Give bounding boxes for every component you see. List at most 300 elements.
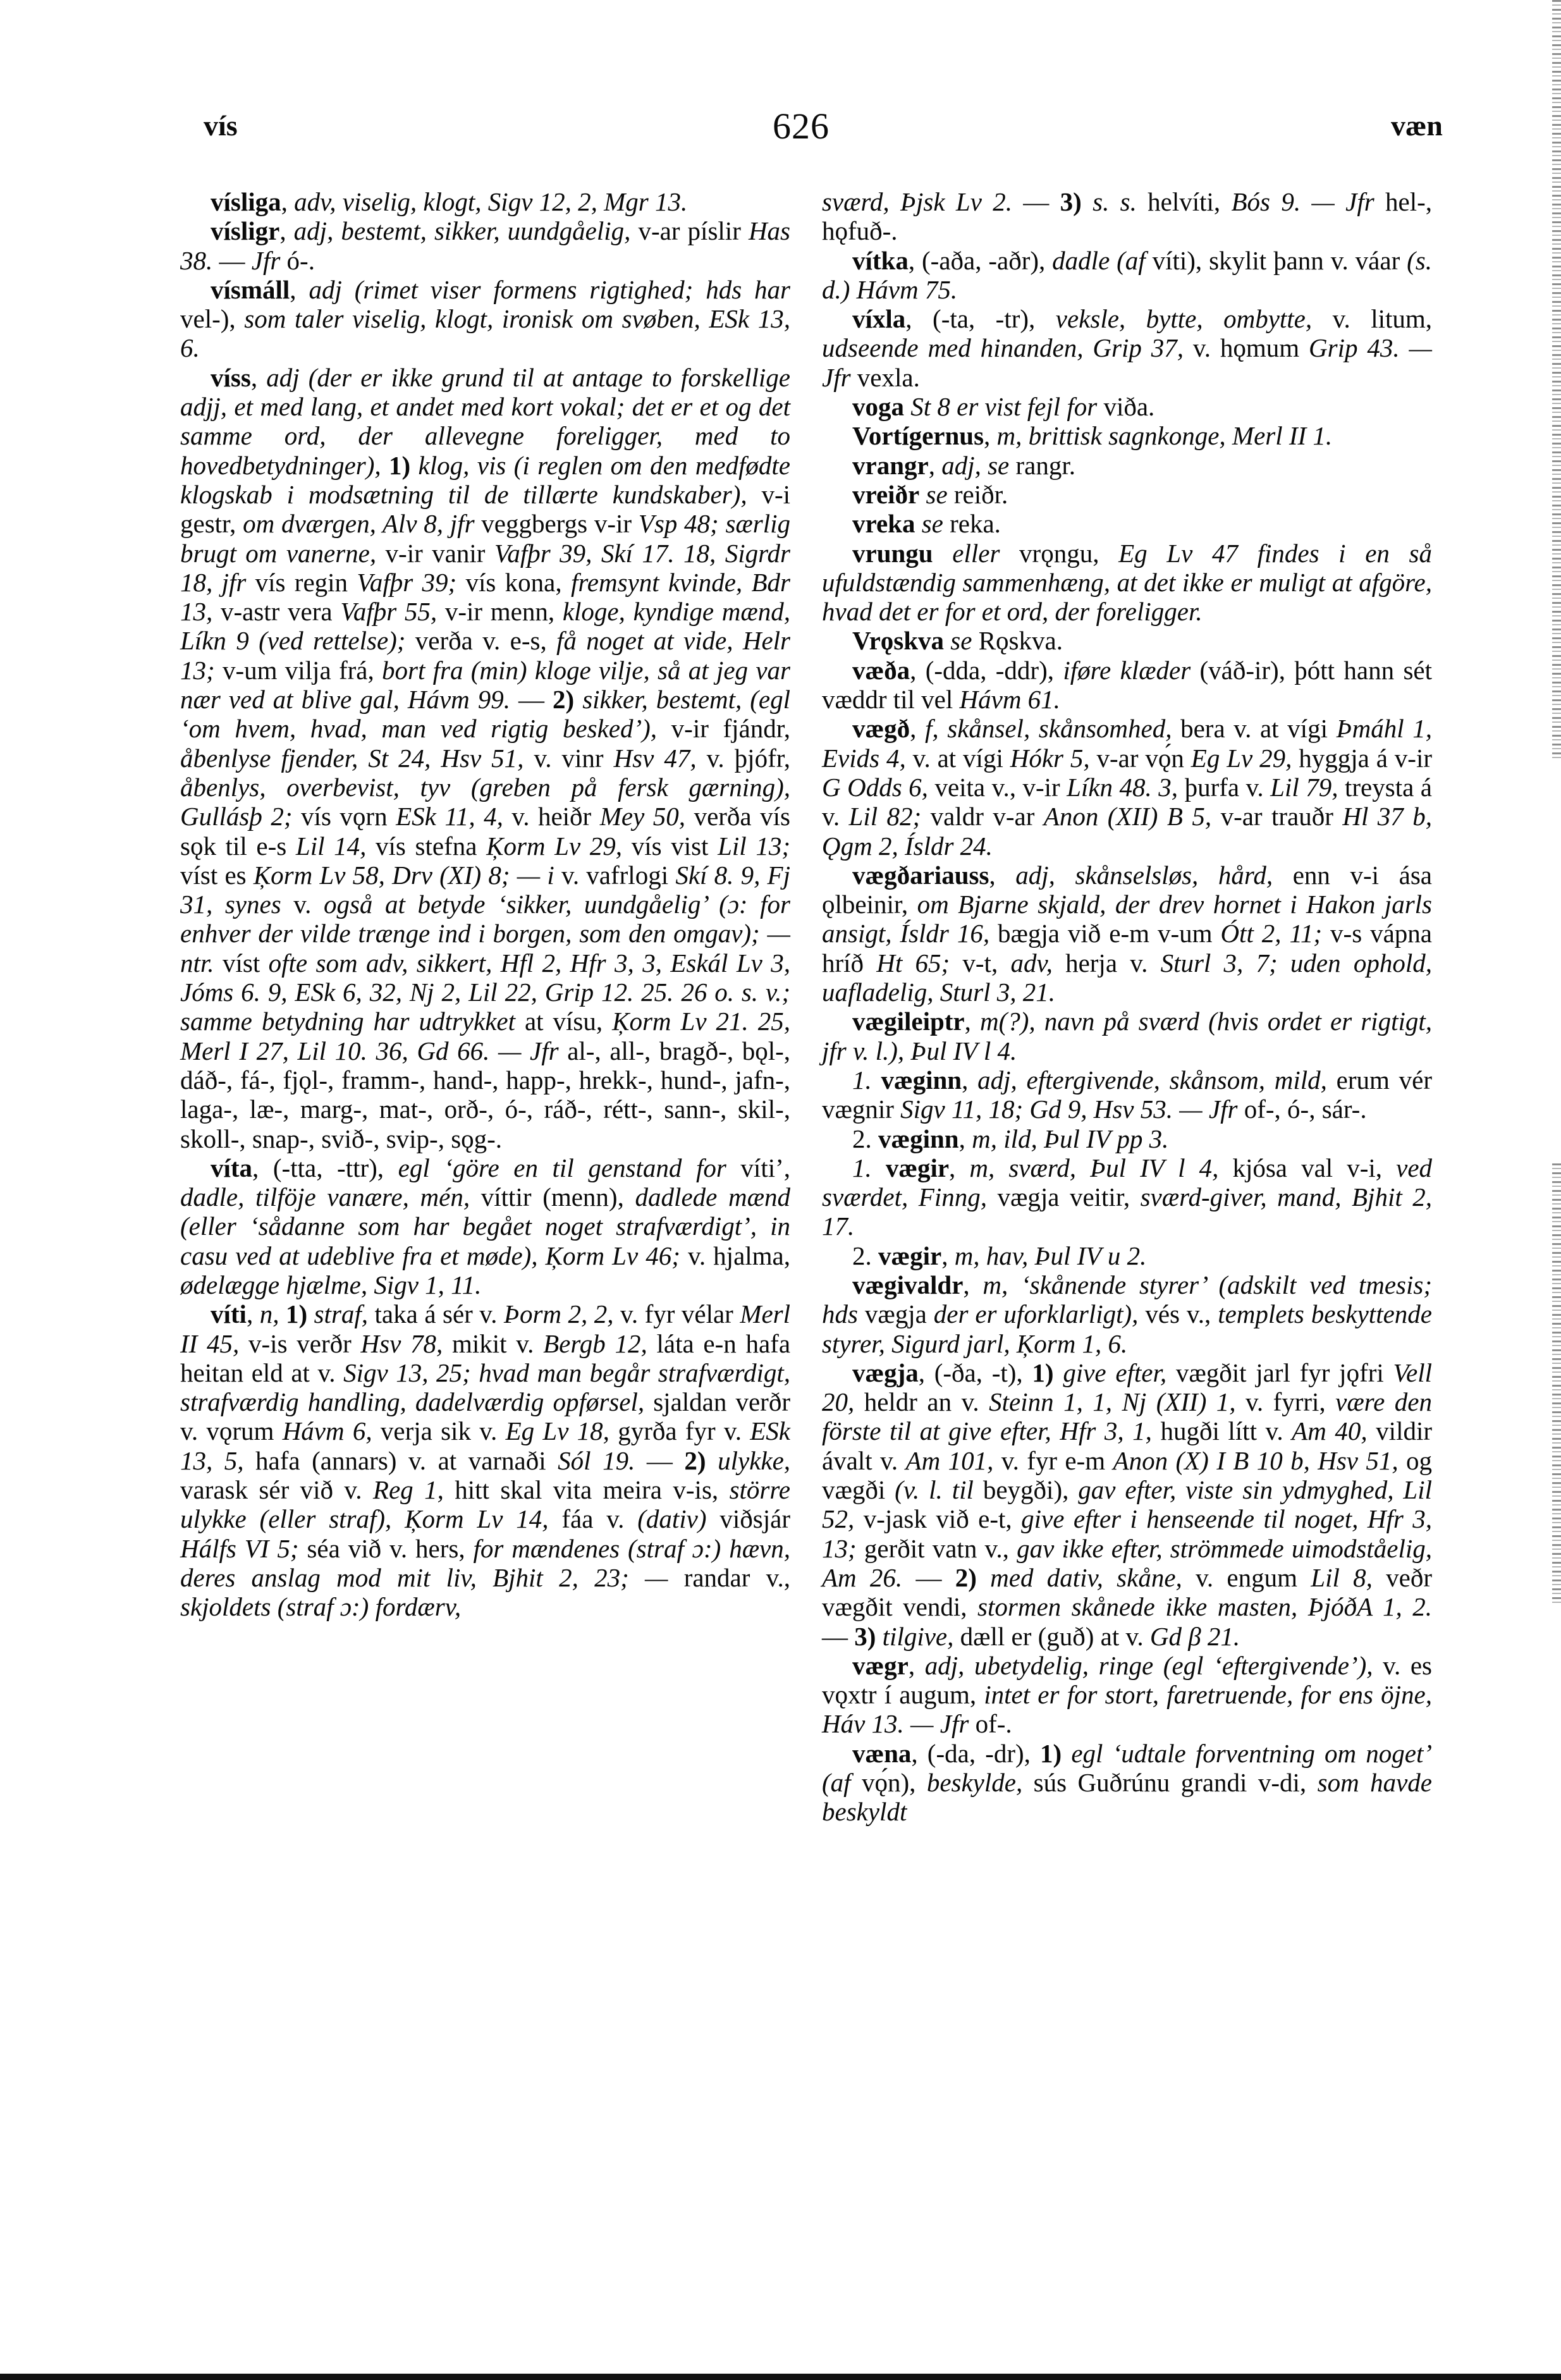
roman-text: víti), skylit þann v. váar [1145, 245, 1407, 275]
roman-text: , [246, 1299, 260, 1329]
roman-text: vís vist [622, 831, 718, 861]
italic-gloss: også at betyde ‘sikker, uundgåelig’ (ɔ: for enhver der vilde trænge ind i borgen, som den omgav); — ntr. [180, 890, 791, 978]
roman-text: — [822, 1621, 855, 1651]
italic-gloss: Hálfs VI 5; [180, 1533, 299, 1563]
italic-gloss: m, hav, Þul IV u 2. [954, 1241, 1147, 1270]
italic-gloss: adj, skånselsløs, hård, [1015, 860, 1273, 890]
headword: 1) [285, 1299, 308, 1329]
roman-text: bera v. at vígi [1172, 714, 1337, 744]
roman-text: — [635, 1445, 685, 1475]
headword: voga [852, 392, 904, 422]
roman-text: Rǫskva. [972, 626, 1063, 656]
italic-gloss: Am 40, [1292, 1416, 1368, 1446]
roman-text: bægja við e-m v-um [989, 919, 1221, 948]
roman-text [876, 1622, 882, 1651]
roman-text: 2. [852, 1124, 878, 1153]
roman-text: gerðit vatn v., [856, 1533, 1017, 1563]
roman-text: , [908, 1650, 925, 1680]
italic-gloss: adj, eftergivende, skånsom, mild, [977, 1065, 1327, 1095]
roman-text: of-, ó-, sár-. [1237, 1095, 1367, 1124]
italic-gloss: Sigv 13, 25; hvad man begår strafværdigt, strafværdig handling, dadelværdig opførsel, [180, 1358, 790, 1417]
headword: Vrǫskva [852, 626, 945, 656]
roman-text: treysta á v. [822, 772, 1433, 831]
italic-gloss: fremsynt kvinde, Bdr 13, [180, 567, 791, 627]
roman-text [706, 1446, 718, 1475]
roman-text: vís regin [246, 567, 357, 597]
italic-gloss: åbenlyse fjender, St 24, Hsv 51, [180, 743, 524, 773]
headword: víti [211, 1299, 247, 1329]
roman-text: verja sik v. [372, 1416, 506, 1446]
headword: 1) [1032, 1358, 1054, 1387]
italic-gloss: St 8 er vist fejl for [910, 392, 1098, 422]
roman-text: at vísu, [515, 1007, 613, 1036]
dictionary-entry [822, 1065, 1432, 1124]
roman-text: , (-tta, -ttr), [252, 1153, 398, 1182]
roman-text: dæll er (guð) at v. [953, 1621, 1150, 1651]
italic-gloss: Lil 14, [295, 831, 367, 861]
italic-gloss: (dativ) [637, 1504, 707, 1534]
roman-text [977, 1563, 990, 1592]
italic-gloss: adj, se [941, 450, 1010, 480]
roman-text: , [928, 450, 942, 480]
dictionary-entry [822, 451, 1432, 480]
roman-text: v-astr vera [212, 597, 341, 627]
roman-text: v-t, [950, 948, 1011, 978]
italic-gloss: sværd-giver, mand, Bjhit 2, 17. [822, 1182, 1432, 1241]
italic-gloss: gav efter, viste sin ydmyghed, Lil 52, [822, 1475, 1432, 1534]
roman-text: v-ar vǫ́n [1089, 743, 1191, 773]
headword: vægileiptr [852, 1007, 965, 1036]
italic-gloss: Eg Lv 29, [1191, 743, 1292, 773]
dictionary-entry [822, 480, 1432, 509]
dictionary-entry [822, 539, 1432, 627]
headword: væginn [878, 1124, 959, 1153]
roman-text: v. hjalma, [680, 1241, 791, 1270]
roman-text: v. heiðr [503, 802, 600, 831]
italic-gloss: Þorm 2, 2, [503, 1299, 614, 1329]
headword: vægð [852, 714, 910, 744]
headword: vægja [852, 1358, 919, 1387]
roman-text [933, 539, 953, 568]
roman-text: vrǫngu, [1000, 538, 1119, 568]
dictionary-entry [180, 363, 790, 1153]
roman-text [307, 1299, 314, 1328]
italic-gloss: for mændenes (straf ɔ:) hævn, deres anslag mod mit liv, Bjhit 2, 23; — [180, 1533, 791, 1592]
italic-gloss: Lil 8, [1311, 1562, 1373, 1592]
roman-text: — [902, 1562, 955, 1592]
headword: 2) [684, 1445, 706, 1475]
roman-text: , [290, 274, 309, 304]
roman-text: valdr v-ar [921, 802, 1044, 831]
italic-gloss: n, [259, 1299, 279, 1329]
italic-gloss: templets beskyttende styrer, Sigurd jarl, Ķorm 1, 6. [822, 1299, 1432, 1358]
roman-text: al-, all-, bragð-, bǫl-, dáð-, fá-, fjǫl-, framm-, hand-, happ-, hrekk-, hund-, jafn-, laga-, læ-, marg-, mat-, orð-, ó-, ráð-, rétt-, sann-, skil-, skoll-, snap-, svið-, svip-, sǫg-. [180, 1036, 790, 1153]
roman-text: vís vǫrn [292, 802, 396, 831]
roman-text: v-um vilja frá, [214, 655, 382, 685]
roman-text: taka á sér v. [368, 1299, 504, 1329]
roman-text: beygði), [973, 1475, 1079, 1505]
italic-gloss: om Bjarne skjald, der drev hornet i Hakon jarls ansigt, Ísldr 16, [822, 890, 1432, 948]
headword: vrungu [852, 538, 933, 568]
roman-text [1054, 1358, 1063, 1387]
roman-text: vís stefna [366, 831, 487, 861]
roman-text: veita v., v-ir [927, 772, 1067, 802]
roman-text: v-ar píslir [630, 216, 749, 246]
roman-text: , [984, 421, 997, 451]
italic-gloss: Hl 37 b, Ǫgm 2, Ísldr 24. [822, 802, 1432, 861]
italic-gloss: Sturl 3, 7; uden ophold, uafladelig, Sturl 3, 21. [822, 948, 1432, 1007]
italic-gloss: se [921, 509, 943, 539]
roman-text: , (-ta, -tr), [905, 304, 1056, 334]
roman-text: víst es [180, 860, 254, 890]
italic-gloss: Eg Lv 18, [505, 1416, 609, 1446]
italic-gloss: kloge, kyndige mænd, Líkn 9 (ved rettelse); [180, 597, 791, 656]
roman-text: erum vér vægnir [822, 1065, 1433, 1124]
italic-gloss: dadle (af [1052, 245, 1146, 275]
dictionary-entry [822, 714, 1432, 860]
italic-gloss: Steinn 1, 1, Nj (XII) 1, [989, 1387, 1236, 1417]
roman-text: vægja [857, 1299, 934, 1329]
dictionary-entry [822, 1270, 1432, 1358]
italic-gloss: være den förste til at give efter, Hfr 3, 1, [822, 1387, 1432, 1446]
roman-text: helvíti, [1136, 187, 1232, 216]
italic-gloss: Hávm 61. [959, 685, 1060, 715]
headword: vægr [852, 1650, 909, 1680]
roman-text: , (-dda, -ddr), [910, 655, 1063, 685]
italic-gloss: adv, viselig, klogt, Sigv 12, 2, Mgr 13. [294, 187, 688, 216]
roman-text: v. at vígi [905, 743, 1010, 773]
roman-text: v. fyr e-m [993, 1445, 1113, 1475]
headword: vítka [852, 245, 909, 275]
roman-text: v-s vápna hríð [822, 919, 1432, 978]
italic-gloss: Gd β 21. [1149, 1621, 1240, 1651]
italic-gloss: m, ‘skånende styrer’ (adskilt ved tmesis; hds [822, 1270, 1432, 1329]
roman-text: varask sér við v. [180, 1475, 373, 1505]
italic-gloss: Ótt 2, 11; [1220, 919, 1323, 948]
headword: 2) [553, 685, 575, 715]
roman-text: hugði lítt v. [1151, 1416, 1292, 1446]
dictionary-entry [822, 1007, 1432, 1065]
roman-text: séa við v. hers, [298, 1533, 474, 1563]
dictionary-entry [822, 421, 1432, 450]
italic-gloss: beskylde, [926, 1768, 1023, 1798]
roman-text: enn v-i ása ǫlbeinir, [822, 860, 1432, 919]
roman-text: — [1012, 187, 1060, 216]
italic-gloss: adj, bestemt, sikker, uundgåelig, [293, 216, 631, 246]
roman-text: — [212, 245, 252, 275]
entry-continuation [822, 187, 1432, 246]
roman-text: reka. [943, 509, 1001, 539]
italic-gloss: Bergb 12, [543, 1328, 647, 1358]
roman-text: vægðit jarl fyr jǫfri [1166, 1358, 1393, 1387]
italic-gloss: Bós 9. — Jfr [1231, 187, 1374, 216]
dictionary-entry [180, 216, 790, 275]
italic-gloss: stormen skånede ikke masten, ÞjóðA 1, 2. [977, 1592, 1432, 1622]
italic-gloss: Vell 20, [822, 1358, 1432, 1417]
headword: vægir [878, 1241, 942, 1270]
dictionary-entry [180, 187, 790, 216]
roman-text [410, 451, 418, 480]
italic-gloss: Lil 13; [718, 831, 790, 861]
italic-gloss: Am 101, [905, 1445, 994, 1475]
headword: væna [852, 1738, 912, 1768]
roman-text: v. vinr [523, 743, 614, 773]
italic-gloss: ofte som adv, sikkert, Hfl 2, Hfr 3, 3, Eskál Lv 3, Jóms 6. 9, ESk 6, 32, Nj 2, Lil 22, Grip 12. 25. 26 o. s. v.; samme betydning har udtrykket [180, 948, 791, 1036]
roman-text: hel-, hǫfuð-. [822, 187, 1433, 246]
roman-text: hitt skal vita meira v-is, [443, 1475, 730, 1505]
roman-text: vægja veitir, [986, 1182, 1141, 1212]
italic-gloss: se [926, 479, 948, 509]
italic-gloss: ved sværdet, Finng, [822, 1153, 1433, 1212]
roman-text: heldr an v. [854, 1387, 989, 1417]
italic-gloss: Vafþr 39; [357, 567, 457, 597]
italic-gloss: större ulykke (eller straf), Ķorm Lv 14, [180, 1475, 790, 1534]
italic-gloss: Sigv 11, 18; Gd 9, Hsv 53. — Jfr [900, 1095, 1238, 1124]
roman-text: vildir ávalt v. [822, 1416, 1433, 1475]
headword: vreka [852, 509, 915, 539]
italic-gloss: Anon (X) I B 10 b, Hsv 51, [1113, 1445, 1399, 1475]
headword: 3) [854, 1621, 876, 1651]
italic-gloss: m(?), navn på sværd (hvis ordet er rigtigt, jfr v. l.), Þul IV l 4. [822, 1007, 1432, 1065]
dictionary-entry [822, 1651, 1432, 1739]
italic-gloss: Ķorm Lv 21. 25, Merl I 27, Lil 10. 36, Gd 66. — Jfr [180, 1007, 790, 1065]
italic-gloss: Hávm 6, [282, 1416, 372, 1446]
italic-gloss: adj, ubetydelig, ringe (egl ‘eftergivende’), [924, 1650, 1373, 1680]
italic-gloss: 1. [852, 1065, 872, 1095]
italic-gloss: Hsv 47, [613, 743, 697, 773]
roman-text: verða v. e-s, [405, 626, 557, 656]
scan-edge-artifact [1552, 1163, 1561, 1606]
left-guide-word: vís [204, 109, 238, 142]
italic-gloss: skjoldets (straf ɔ:) fordærv, [180, 1592, 462, 1622]
roman-text: , [962, 1065, 978, 1095]
roman-text [944, 626, 950, 655]
italic-gloss: dadlede mænd (eller ‘sådanne som har begået noget strafværdigt’, in casu ved at udeblive fra et møde), Ķorm Lv 46; [180, 1182, 790, 1270]
italic-gloss: som havde beskyldt [822, 1768, 1433, 1827]
dictionary-entry [180, 1153, 790, 1299]
italic-gloss: f, skånsel, skånsomhed, [924, 714, 1172, 744]
italic-gloss: klog, vis (i reglen om den medfødte klogskab i modsætning til de tillærte kundskaber), [180, 450, 791, 509]
italic-gloss: Hsv 78, [360, 1328, 443, 1358]
roman-text: , [989, 860, 1016, 890]
roman-text: gyrða fyr v. [609, 1416, 750, 1446]
italic-gloss: få noget at vide, Helr 13; [180, 626, 790, 685]
italic-gloss: ulykke, [718, 1445, 791, 1475]
headword: 1) [1040, 1738, 1062, 1768]
dictionary-entry [822, 1241, 1432, 1270]
roman-text: vés v., [1138, 1299, 1218, 1329]
italic-gloss: bort fra (min) kloge vilje, så at jeg var nær ved at blive gal, Hávm 99. [180, 655, 790, 715]
roman-text: vís kona, [456, 567, 571, 597]
roman-text: v. [281, 890, 324, 919]
roman-text: rangr. [1009, 450, 1075, 480]
italic-gloss: Vafþr 55, [340, 597, 438, 627]
roman-text: , [958, 1124, 972, 1153]
italic-gloss: Ķorm Lv 58, Drv (XI) 8; — i [253, 860, 554, 890]
roman-text: verða vís sǫk til e-s [180, 802, 790, 861]
headword: vísmáll [211, 274, 290, 304]
headword: víss [211, 362, 251, 392]
italic-gloss: Þmáhl 1, Evids 4, [822, 714, 1433, 773]
dictionary-entry [822, 304, 1432, 392]
headword: vrangr [852, 450, 929, 480]
italic-gloss: Líkn 48. 3, [1067, 772, 1178, 802]
roman-text [574, 685, 582, 714]
scan-bottom-edge [0, 2374, 1561, 2380]
roman-text: v. þjófr, [696, 743, 790, 773]
roman-text [279, 1299, 286, 1328]
italic-gloss: ESk 11, 4, [396, 802, 503, 831]
running-head [0, 106, 1561, 153]
scan-edge-artifact [1552, 0, 1561, 759]
italic-gloss: tilgive, [882, 1621, 954, 1651]
italic-gloss: Hókr 5, [1010, 743, 1090, 773]
italic-gloss: ESk 13, 5, [180, 1416, 791, 1475]
roman-text: þurfa v. [1178, 772, 1271, 802]
roman-text: , (-ða, -t), [918, 1358, 1032, 1387]
roman-text: , [963, 1270, 983, 1299]
roman-text [381, 451, 389, 480]
dictionary-entry [822, 1358, 1432, 1651]
roman-text: víti’, [726, 1153, 791, 1182]
headword: Vortígernus [852, 421, 984, 451]
italic-gloss: iføre klæder [1063, 655, 1191, 685]
italic-gloss: Vsp 48; særlig brugt om vanerne, [180, 509, 790, 568]
roman-text: ó-. [280, 245, 315, 275]
italic-gloss: se [950, 626, 972, 656]
roman-text [919, 480, 926, 509]
italic-gloss: 1. [852, 1153, 872, 1182]
headword: víta [211, 1153, 253, 1182]
italic-gloss: Ht 65; [876, 948, 950, 978]
page-number: 626 [773, 106, 829, 147]
roman-text: láta e-n hafa heitan eld at v. [180, 1328, 791, 1387]
roman-text [1062, 1739, 1071, 1768]
roman-text: v-is verðr [239, 1328, 361, 1358]
roman-text: vǫ́n), [850, 1768, 927, 1798]
headword: vægivaldr [852, 1270, 964, 1299]
roman-text: 2. [852, 1241, 878, 1270]
italic-gloss: eller [952, 538, 1000, 568]
roman-text: víttir (menn), [470, 1182, 635, 1212]
roman-text: herja v. [1052, 948, 1161, 978]
italic-gloss: Skí 8. 9, Fj 31, synes [180, 860, 790, 919]
italic-gloss: udseende med hinanden, Grip 37, [822, 333, 1184, 363]
italic-gloss: give efter, [1063, 1358, 1167, 1387]
italic-gloss: dadle, tilföje vanære, mén, [180, 1182, 470, 1212]
roman-text: v. es vǫxtr í augum, [822, 1650, 1432, 1710]
roman-text: og vægði [822, 1445, 1433, 1505]
italic-gloss: som taler viselig, klogt, ironisk om svøben, ESk 13, 6. [180, 304, 790, 363]
dictionary-entry [822, 861, 1432, 1007]
roman-text: v. vafrlogi [554, 860, 676, 890]
italic-gloss: om dværgen, Alv 8, jfr [243, 509, 475, 539]
roman-text: , [281, 187, 295, 216]
headword: vreiðr [852, 479, 920, 509]
headword: 3) [1060, 187, 1082, 216]
roman-text: veggbergs v-ir [474, 509, 639, 539]
roman-text [915, 509, 921, 538]
dictionary-entry [180, 275, 790, 363]
roman-text: víst [214, 948, 269, 978]
roman-text: — [510, 685, 553, 715]
italic-gloss: straf, [314, 1299, 369, 1329]
italic-gloss: der er uforklarligt), [933, 1299, 1139, 1329]
roman-text: v-ar trauðr [1211, 802, 1343, 831]
roman-text [872, 1065, 881, 1095]
italic-gloss: (v. l. til [895, 1475, 974, 1505]
roman-text [872, 1153, 886, 1182]
roman-text: v. fyr vélar [613, 1299, 740, 1329]
roman-text: , [941, 1241, 955, 1270]
roman-text: sús Guðrúnu grandi v-di, [1022, 1768, 1318, 1798]
italic-gloss: Anon (XII) B 5, [1043, 802, 1212, 831]
italic-gloss: Vafþr 39, Skí 17. 18, Sigrdr 18, jfr [180, 538, 790, 597]
dictionary-entry [822, 246, 1432, 305]
roman-text: randar v., [668, 1562, 790, 1592]
italic-gloss: Reg 1, [372, 1475, 444, 1505]
roman-text: viða. [1097, 392, 1155, 422]
roman-text [904, 392, 910, 421]
headword: 2) [955, 1562, 977, 1592]
italic-gloss: adj (rimet viser formens rigtighed; hds har [309, 274, 791, 304]
italic-gloss: s. s. [1093, 187, 1137, 216]
headword: væginn [881, 1065, 962, 1095]
headword: vægðariauss [852, 860, 989, 890]
italic-gloss: gav ikke efter, strömmede uimodståelig, Am 26. [822, 1533, 1433, 1592]
italic-gloss: Ķorm Lv 29, [486, 831, 623, 861]
italic-gloss: Sól 19. [558, 1445, 635, 1475]
italic-gloss: m, ild, Þul IV pp 3. [972, 1124, 1169, 1153]
italic-gloss: egl ‘göre en til genstand for [398, 1153, 726, 1182]
italic-gloss: G Odds 6, [822, 772, 928, 802]
headword: vísligr [211, 216, 280, 246]
italic-gloss: Grip 43. — Jfr [822, 333, 1432, 392]
roman-text: v-i gestr, [180, 479, 791, 539]
roman-text: v. litum, [1312, 304, 1433, 334]
italic-gloss: m, sværd, Þul IV l 4, [969, 1153, 1219, 1182]
italic-gloss: åbenlys, overbevist, tyv (greben på fersk gærning), Gullásþ 2; [180, 772, 790, 831]
roman-text: , [964, 1007, 980, 1036]
roman-text: viðsjár [706, 1504, 790, 1534]
italic-gloss: intet er for stort, faretruende, for ens öjne, Háv 13. — Jfr [822, 1680, 1433, 1739]
roman-text: vexla. [850, 362, 920, 392]
roman-text: (váð-ir), þótt hann sét væddr til vel [822, 655, 1432, 715]
roman-text: , [949, 1153, 970, 1182]
italic-gloss: Merl II 45, [180, 1299, 791, 1358]
roman-text: v-ir fjándr, [657, 714, 791, 744]
italic-gloss: sikker, bestemt, (egl ‘om hvem, hvad, man ved rigtig besked’), [180, 685, 791, 744]
italic-gloss: veksle, bytte, ombytte, [1055, 304, 1313, 334]
italic-gloss: Has 38. [180, 216, 791, 275]
roman-text: , (-da, -dr), [911, 1738, 1041, 1768]
roman-text: hyggja á v-ir [1292, 743, 1432, 773]
roman-text: fáa v. [548, 1504, 638, 1534]
italic-gloss: sværd, Þjsk Lv 2. [822, 187, 1012, 216]
italic-gloss: egl ‘udtale forventning om noget’ (af [822, 1738, 1432, 1798]
italic-gloss: med dativ, skåne, [990, 1562, 1182, 1592]
roman-text: v-jask við e-t, [854, 1504, 1022, 1534]
roman-text: v. hǫmum [1183, 333, 1309, 363]
italic-gloss: (s. d.) Hávm 75. [822, 245, 1432, 304]
roman-text: reiðr. [947, 479, 1008, 509]
dictionary-entry [822, 509, 1432, 538]
italic-gloss: Lil 79, [1270, 772, 1338, 802]
roman-text: v. fyrri, [1235, 1387, 1336, 1417]
dictionary-entry [822, 656, 1432, 715]
italic-gloss: adj (der er ikke grund til at antage to forskellige adjj, et med lang, et andet med kort vokal; det er et og det samme ord, der allevegne foreligger, med to hovedbetydninger), [180, 362, 791, 480]
roman-text: v-ir menn, [437, 597, 563, 627]
